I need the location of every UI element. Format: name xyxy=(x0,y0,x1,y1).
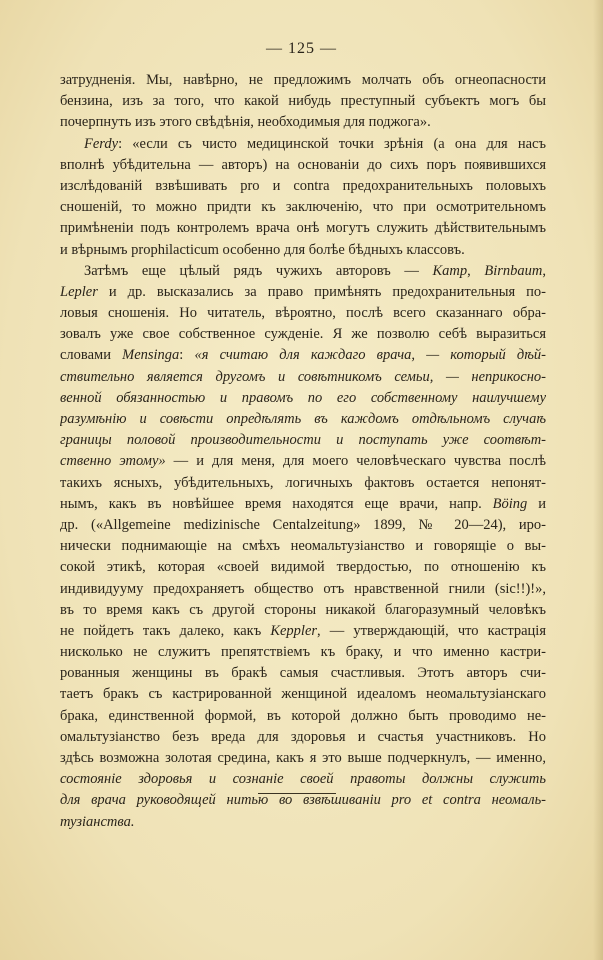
text-segment: ловыя сношенія. Но читатель, вѣроятно, послѣ всего сказаннаго обра- xyxy=(60,305,546,322)
text-segment: : «если съ чисто медицинской точки зрѣнія (а она для насъ xyxy=(118,135,546,152)
text-segment: : xyxy=(179,347,195,364)
text-segment: ствительно является другомъ и совѣтникомъ семьи, — неприкосно- xyxy=(60,368,546,385)
text-segment: состояніе здоровья и сознаніе своей правоты должны служить xyxy=(60,771,546,788)
text-segment: вполнѣ убѣдительна — авторъ) на основаніи до сихъ поръ появившихся xyxy=(60,156,546,173)
text-line xyxy=(60,176,546,197)
text-line xyxy=(60,769,546,790)
text-line xyxy=(60,579,546,600)
text-line xyxy=(60,91,546,112)
page-edge-shadow xyxy=(593,0,603,960)
text-line xyxy=(60,70,546,91)
text-line xyxy=(60,324,546,345)
text-line xyxy=(60,748,546,769)
text-segment: таетъ бракъ съ кастрированной женщиной идеаломъ неомальтузіанскаго xyxy=(60,686,546,703)
text-line xyxy=(60,197,546,218)
text-line xyxy=(60,430,546,451)
text-segment: ственно этому» xyxy=(60,453,166,470)
text-line xyxy=(60,261,546,282)
text-line xyxy=(60,409,546,430)
text-segment: Böing xyxy=(492,495,528,512)
text-segment: тузіанства. xyxy=(60,813,135,830)
text-segment: и др. высказались за право примѣнять предохранительныя по- xyxy=(97,283,546,300)
page-number: — 125 — xyxy=(266,40,337,57)
text-line xyxy=(60,684,546,705)
text-segment: Затѣмъ еще цѣлый рядъ чужихъ авторовъ — xyxy=(84,262,433,279)
text-segment: брака, единственной формой, въ которой должно быть проводимо не- xyxy=(60,707,546,724)
text-line xyxy=(60,621,546,642)
text-segment: Ferdy xyxy=(84,135,119,152)
text-segment: нымъ, какъ въ новѣйшее время находятся еще врачи, напр. xyxy=(60,495,493,512)
text-segment: Kamp xyxy=(432,262,468,279)
text-segment: для врача руководящей нитью во взвѣшиваніи pro et contra неомаль- xyxy=(60,792,546,809)
text-line xyxy=(60,112,546,133)
text-line xyxy=(60,515,546,536)
text-line xyxy=(60,663,546,684)
text-segment: Keppler xyxy=(270,622,318,639)
text-segment: , xyxy=(467,262,485,279)
text-segment: сокой этикѣ, которая «своей видимой твердостью, по отношенію къ xyxy=(60,559,546,576)
text-segment: Birnbaum xyxy=(484,262,543,279)
text-segment: и вѣрнымъ prophilacticum особенно для болѣе бѣдныхъ классовъ. xyxy=(60,241,465,258)
text-segment: сношеній, то можно придти къ заключенію, что при осмотрительномъ xyxy=(60,199,546,216)
text-segment: примѣненіи подъ контролемъ врача онѣ могутъ служить дѣйствительнымъ xyxy=(60,220,546,237)
text-segment: зовалъ уже свое собственное сужденіе. Я же позволю себѣ выразиться xyxy=(60,326,546,343)
text-line xyxy=(60,303,546,324)
text-segment: почерпнуть изъ этого свѣдѣнія, необходимыя для поджога». xyxy=(60,114,431,131)
text-segment: др. («Allgemeine medizinische Centalzeitung» 1899, № 20—24), иро- xyxy=(60,516,546,533)
text-segment: , xyxy=(542,262,546,279)
text-segment: бензина, изъ за того, что какой нибудь преступный субъектъ могъ бы xyxy=(60,93,546,110)
text-segment: границы половой производительности и поступать уже соотвѣт- xyxy=(60,432,546,449)
text-segment: индивидууму предохраняетъ общество отъ нравственной гнили (sic!!)!», xyxy=(60,580,546,597)
text-segment: изслѣдованій взвѣшивать pro и contra предохранительныхъ половыхъ xyxy=(60,177,546,194)
text-line xyxy=(60,155,546,176)
text-segment: нически поднимающіе на смѣхъ неомальтузіанство и говорящіе о вы- xyxy=(60,538,546,555)
text-line xyxy=(60,240,546,261)
text-segment: затрудненія. Мы, навѣрно, не предложимъ молчать объ огнеопасности xyxy=(60,72,546,88)
text-line xyxy=(60,345,546,366)
text-line xyxy=(60,282,546,303)
body-text xyxy=(60,70,546,833)
text-line xyxy=(60,706,546,727)
text-segment: «я считаю для каждаго врача, — который дѣй- xyxy=(194,347,546,364)
text-line xyxy=(60,536,546,557)
text-line xyxy=(60,727,546,748)
text-line xyxy=(60,494,546,515)
text-segment: и xyxy=(527,495,546,512)
text-segment: разумѣнію и совѣсти опредѣлять въ каждомъ отдѣльномъ случаѣ xyxy=(60,411,546,427)
text-segment: не пойдетъ такъ далеко, какъ xyxy=(60,622,271,639)
text-line xyxy=(60,388,546,409)
text-line xyxy=(60,134,546,155)
text-line xyxy=(60,600,546,621)
text-segment: словами xyxy=(60,347,123,364)
text-line xyxy=(60,367,546,388)
text-segment: нисколько не служитъ препятствіемъ къ браку, и что именно кастри- xyxy=(60,644,546,661)
text-line xyxy=(60,218,546,239)
text-line xyxy=(60,451,546,472)
text-line xyxy=(60,642,546,663)
text-line xyxy=(60,557,546,578)
text-segment: въ то время какъ съ другой стороны никакой благоразумный человѣкъ xyxy=(60,601,546,618)
text-segment: здѣсь возможна золотая средина, какъ я это выше подчеркнулъ, — именно, xyxy=(60,750,546,766)
text-line xyxy=(60,473,546,494)
text-segment: венной обязанностью и правомъ по его собственному наилучшему xyxy=(60,389,546,406)
text-segment: Mensinga xyxy=(122,347,180,364)
text-line xyxy=(60,812,546,833)
text-segment: рованныя женщины въ бракѣ самыя счастливыя. Этотъ авторъ счи- xyxy=(60,665,546,682)
text-segment: такихъ ясныхъ, убѣдительныхъ, логичныхъ фактовъ остается непонят- xyxy=(60,474,546,491)
separator-rule xyxy=(258,793,336,794)
text-segment: — и для меня, для моего человѣческаго чувства послѣ xyxy=(165,453,546,470)
text-segment: Lepler xyxy=(60,283,98,300)
text-segment: омальтузіанство безъ вреда для здоровья и счастья участниковъ. Но xyxy=(60,728,546,745)
text-segment: , — утверждающій, что кастрація xyxy=(317,622,546,639)
